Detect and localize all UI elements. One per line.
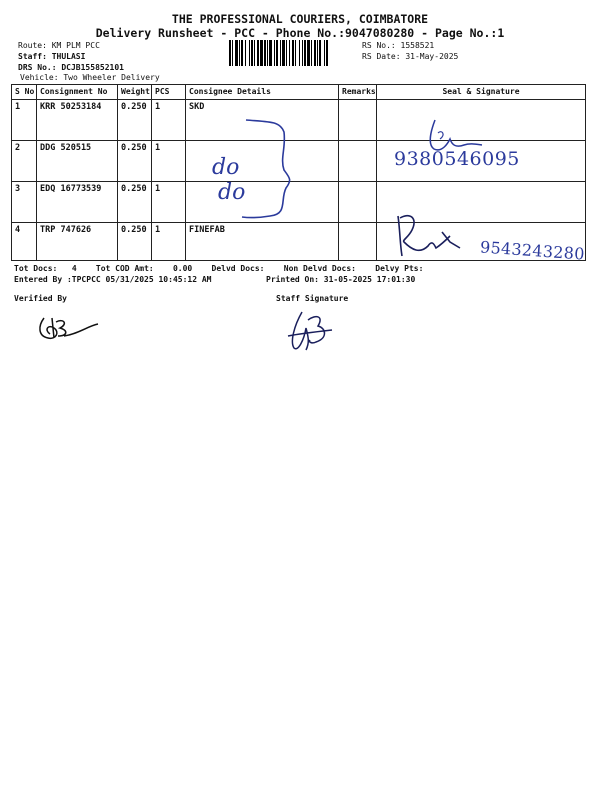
cell-remarks xyxy=(339,182,377,223)
cell-pcs: 1 xyxy=(152,100,186,141)
barcode-bar xyxy=(276,40,278,66)
drs-number: DRS No.: DCJB155852101 xyxy=(18,63,124,72)
barcode-bar xyxy=(274,40,275,66)
verified-by-label: Verified By xyxy=(14,294,67,303)
barcode-bar xyxy=(241,40,243,66)
staff-text: Staff: THULASI xyxy=(18,52,86,61)
barcode-bar xyxy=(269,40,272,66)
tot-cod-value: 0.00 xyxy=(172,264,193,273)
barcode-bar xyxy=(232,40,233,66)
cell-remarks xyxy=(339,223,377,261)
barcode-bar xyxy=(264,40,266,66)
barcode-bar xyxy=(257,40,259,66)
delvd-docs-label: Delvd Docs: xyxy=(211,264,265,273)
handwritten-ditto-1: do xyxy=(212,155,240,180)
barcode-bar xyxy=(251,40,253,66)
barcode-bar xyxy=(311,40,312,66)
cell-consignment: DDG 520515 xyxy=(37,141,118,182)
col-header-pcs: PCS xyxy=(152,85,186,100)
rs-date: RS Date: 31-May-2025 xyxy=(362,52,459,61)
verifier-signature xyxy=(34,314,104,344)
barcode-bar xyxy=(317,40,318,66)
cell-remarks xyxy=(339,100,377,141)
delvy-pts-label: Delvy Pts: xyxy=(375,264,424,273)
col-header-seal: Seal & Signature xyxy=(377,85,586,100)
tot-docs-label: Tot Docs: xyxy=(14,264,58,273)
barcode-bar xyxy=(260,40,263,66)
col-header-weight: Weight xyxy=(118,85,152,100)
barcode-bar xyxy=(307,40,310,66)
barcode-bar xyxy=(326,40,328,66)
barcode-bar xyxy=(282,40,285,66)
barcode-bar xyxy=(319,40,321,66)
cell-consignee: FINEFAB xyxy=(186,223,339,261)
barcode-bar xyxy=(245,40,246,66)
cell-remarks xyxy=(339,141,377,182)
cell-weight: 0.250 xyxy=(118,100,152,141)
barcode-bar xyxy=(314,40,316,66)
handwritten-phone-2: 9543243280 xyxy=(479,237,586,264)
cell-weight: 0.250 xyxy=(118,141,152,182)
non-delvd-docs-label: Non Delvd Docs: xyxy=(283,264,356,273)
handwritten-signature-4 xyxy=(390,210,470,260)
summary-line xyxy=(14,264,423,273)
cell-consignment: TRP 747626 xyxy=(37,223,118,261)
col-header-remarks: Remarks xyxy=(339,85,377,100)
cell-weight: 0.250 xyxy=(118,223,152,261)
tot-docs-value: 4 xyxy=(71,264,77,273)
handwritten-brace xyxy=(240,118,300,223)
barcode-bar xyxy=(249,40,250,66)
tot-cod-label: Tot COD Amt: xyxy=(95,264,154,273)
printed-on: Printed On: 31-05-2025 17:01:30 xyxy=(266,275,416,284)
cell-sno: 3 xyxy=(12,182,37,223)
barcode-bar xyxy=(239,40,240,66)
barcode-bar xyxy=(299,40,300,66)
staff-signature xyxy=(284,306,344,356)
barcode-bar xyxy=(229,40,231,66)
cell-pcs: 1 xyxy=(152,223,186,261)
barcode-bar xyxy=(254,40,255,66)
cell-sno: 1 xyxy=(12,100,37,141)
barcode-bar xyxy=(295,40,296,66)
staff-signature-label: Staff Signature xyxy=(276,294,349,303)
barcode-bar xyxy=(286,40,287,66)
col-header-consignee: Consignee Details xyxy=(186,85,339,100)
cell-sno: 2 xyxy=(12,141,37,182)
barcode-bar xyxy=(292,40,294,66)
cell-consignment: EDQ 16773539 xyxy=(37,182,118,223)
table-header-row xyxy=(12,85,586,100)
barcode xyxy=(229,40,356,66)
cell-consignee: SKD xyxy=(186,100,339,141)
barcode-bar xyxy=(280,40,281,66)
cell-consignment: KRR 50253184 xyxy=(37,100,118,141)
handwritten-phone-1: 9380546095 xyxy=(394,148,520,170)
barcode-bar xyxy=(267,40,268,66)
barcode-bar xyxy=(302,40,303,66)
cell-pcs: 1 xyxy=(152,182,186,223)
barcode-bar xyxy=(289,40,290,66)
cell-pcs: 1 xyxy=(152,141,186,182)
route-text: Route: KM PLM PCC xyxy=(18,41,100,50)
handwritten-ditto-2: do xyxy=(218,180,246,205)
cell-weight: 0.250 xyxy=(118,182,152,223)
vehicle-text: Vehicle: Two Wheeler Delivery xyxy=(20,73,160,82)
barcode-bar xyxy=(324,40,325,66)
runsheet-subtitle: Delivery Runsheet - PCC - Phone No.:9047080280 - Page No.:1 xyxy=(95,26,505,40)
barcode-bar xyxy=(304,40,306,66)
col-header-sno: S No xyxy=(12,85,37,100)
barcode-bar xyxy=(235,40,238,66)
col-header-consignment: Consignment No xyxy=(37,85,118,100)
cell-sno: 4 xyxy=(12,223,37,261)
rs-number: RS No.: 1558521 xyxy=(362,41,435,50)
entered-by: Entered By :TPCPCC 05/31/2025 10:45:12 AM xyxy=(14,275,212,284)
company-title: THE PROFESSIONAL COURIERS, COIMBATORE xyxy=(171,12,429,26)
